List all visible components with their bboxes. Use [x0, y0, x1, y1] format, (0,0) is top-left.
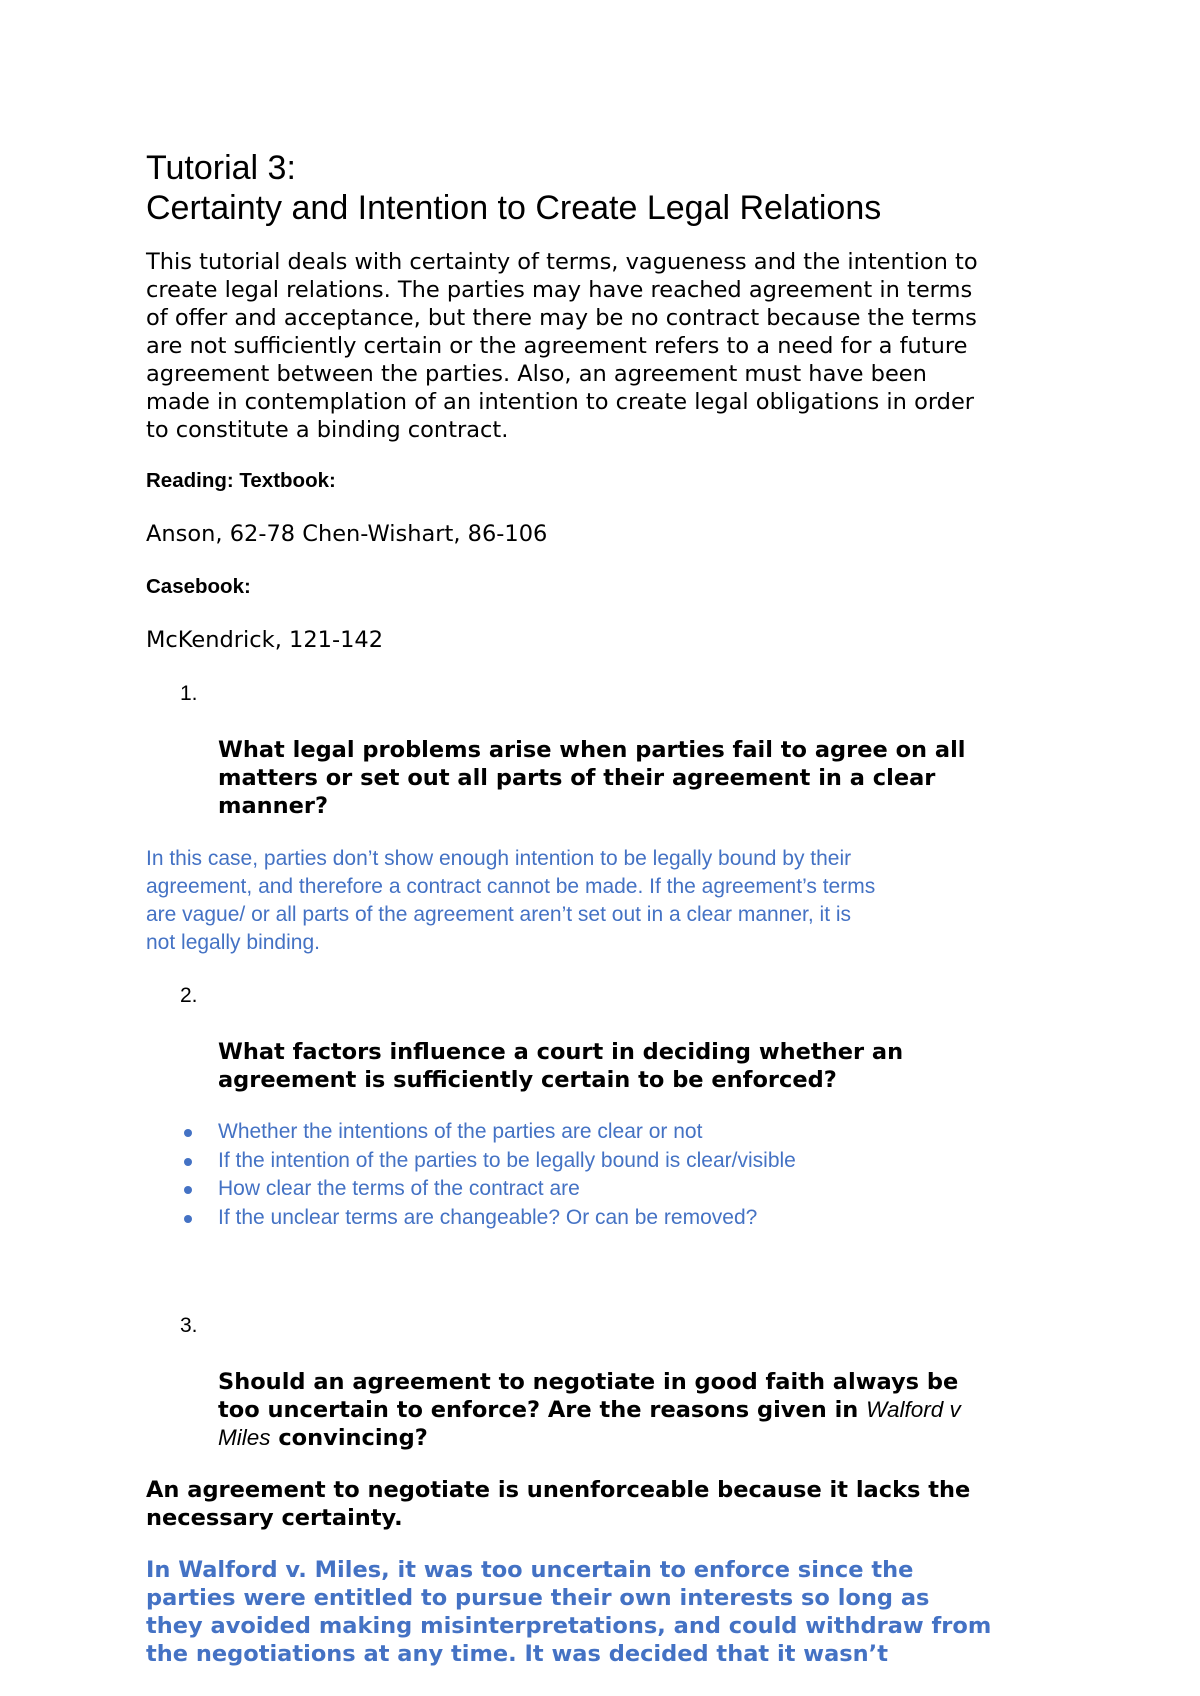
case-name-walford: Walford v — [866, 1397, 961, 1422]
bullet-dot-icon — [184, 1158, 192, 1166]
answer-2-bullet: Whether the intentions of the parties are clear or not — [146, 1118, 1086, 1147]
question-1-text: What legal problems arise when parties fail to agree on all matters or set out all parts of their agreement in a clear manner? — [218, 737, 966, 819]
question-3-text-part-1: Should an agreement to negotiate in good faith always be too uncertain to enforce? Are the reasons given in — [218, 1369, 959, 1423]
answer-1: In this case, parties don’t show enough intention to be legally bound by their agreement, and therefore a contract cannot be made. If the agreement’s terms are vague/ or all parts of the agreement aren’t set out in a clear manner, it is not legally binding. — [146, 847, 876, 954]
question-3-text-part-2: convincing? — [270, 1425, 428, 1451]
answer-3-detail: In Walford v. Miles, it was too uncertain to enforce since the parties were entitled to pursue their own interests so long as they avoided making misinterpretations, and could withdraw from the negotiations at any time. It was decided that it wasn’t — [146, 1557, 992, 1667]
question-2-number: 2. — [180, 984, 198, 1007]
document-page — [146, 148, 1086, 1668]
case-name-miles: Miles — [218, 1425, 271, 1450]
question-2 — [146, 982, 1086, 1094]
question-1-number: 1. — [180, 682, 198, 705]
bullet-dot-icon — [184, 1215, 192, 1223]
question-1 — [146, 680, 1086, 820]
answer-3-statement: An agreement to negotiate is unenforceable because it lacks the necessary certainty. — [146, 1477, 971, 1531]
question-2-text: What factors influence a court in deciding whether an agreement is sufficiently certain to be enforced? — [218, 1039, 904, 1093]
answer-2-bullet-list — [146, 1118, 1086, 1232]
title-line-1: Tutorial 3: — [146, 149, 296, 187]
intro-paragraph: This tutorial deals with certainty of terms, vagueness and the intention to create legal relations. The parties may have reached agreement in terms of offer and acceptance, but there may be no contract because the terms are not sufficiently certain or the agreement refers to a need for a future agreement between the parties. Also, an agreement must have been made in contemplation of an intention to create legal obligations in order to constitute a binding contract. — [146, 249, 978, 443]
answer-2-bullet: If the intention of the parties to be legally bound is clear/visible — [146, 1147, 1086, 1176]
page-title — [146, 148, 1086, 228]
casebook-references: McKendrick, 121-142 — [146, 627, 384, 653]
answer-2-bullet: How clear the terms of the contract are — [146, 1175, 1086, 1204]
reading-references: Anson, 62-78 Chen-Wishart, 86-106 — [146, 521, 548, 547]
casebook-label: Casebook: — [146, 575, 251, 598]
title-line-2: Certainty and Intention to Create Legal Relations — [146, 189, 882, 227]
bullet-dot-icon — [184, 1129, 192, 1137]
question-3 — [146, 1312, 1086, 1452]
answer-2-bullet: If the unclear terms are changeable? Or can be removed? — [146, 1204, 1086, 1233]
bullet-dot-icon — [184, 1186, 192, 1194]
question-3-number: 3. — [180, 1314, 198, 1337]
reading-label: Reading: Textbook: — [146, 469, 336, 492]
